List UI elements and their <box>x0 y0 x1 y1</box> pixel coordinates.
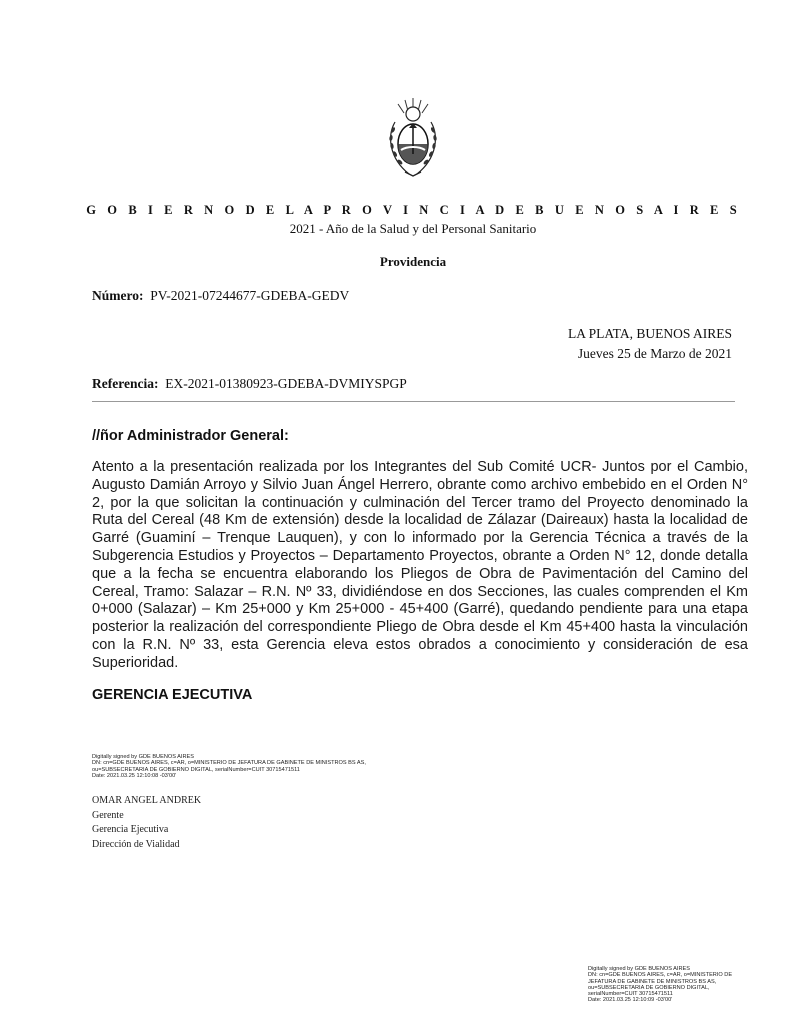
digsig-line: ou=SUBSECRETARIA DE GOBIERNO DIGITAL, serialNumber=CUIT 30715471511 <box>92 766 300 773</box>
salutation: //ñor Administrador General: <box>92 428 289 444</box>
place-date-block <box>568 324 732 364</box>
digsig-line: Date: 2021.03.25 12:10:09 -03'00' <box>588 997 673 1004</box>
signer-name: OMAR ANGEL ANDREK <box>92 795 202 806</box>
year-motto: 2021 - Año de la Salud y del Personal Sanitario <box>289 221 537 236</box>
digsig-line: JEFATURA DE GABINETE DE MINISTROS BS AS, <box>588 978 717 985</box>
reference-label: Referencia: <box>92 376 159 391</box>
digsig-line: serialNumber=CUIT 30715471511 <box>588 991 673 998</box>
digital-signature-footer <box>588 966 768 1004</box>
government-title: G O B I E R N O D E L A P R O V I N C I A D E B U E N O S A I R E S <box>86 203 740 217</box>
body-paragraph: Atento a la presentación realizada por los Integrantes del Sub Comité UCR- Juntos por el Cambio, Augusto Damián Arroyo y Silvio Juan Ángel Herrero, obrante como archivo embebido en el Orden N° 2, por la que solicitan la continuación y culminación del Tercer tramo del Proyecto denominado la Ruta del Cereal (48 Km de extensión) desde la localidad de Zálazar (Daireaux) hasta la localidad de Garré (Guaminí – Trenque Lauquen), y con lo informado por la Gerencia Técnica a través de la Subgerencia Estudios y Proyectos – Departamento Proyectos, obrante a Orden N° 12, donde detalla que a la fecha se encuentra elaborando los Pliegos de Obra de Pavimentación del Camino del Cereal, Tramo: Salazar – R.N. Nº 33, dividiéndose en dos Secciones, las cuales comprenden el Km 0+000 (Salazar) – Km 25+000 y Km 25+000 - 45+400 (Garré), quedando pendiente para una etapa posterior la realización del correspondiente Pliego de Obra desde el Km 45+400 hasta la vinculación con la R.N. Nº 33, esta Gerencia eleva estos obrados a conocimiento y consideración de esa Superioridad. <box>92 459 748 671</box>
signer-unit: Gerencia Ejecutiva <box>92 824 169 835</box>
document-number: PV-2021-07244677-GDEBA-GEDV <box>150 288 350 303</box>
digsig-line: ou=SUBSECRETARIA DE GOBIERNO DIGITAL, <box>588 984 710 991</box>
digsig-line: Digitally signed by GDE BUENOS AIRES <box>588 966 690 972</box>
digsig-line: Digitally signed by GDE BUENOS AIRES <box>92 754 194 760</box>
document-type: Providencia <box>379 254 447 269</box>
digsig-line: DN: cn=GDE BUENOS AIRES, c=AR, o=MINISTERIO DE <box>588 972 733 979</box>
closing-section: GERENCIA EJECUTIVA <box>92 687 253 703</box>
digsig-line: DN: cn=GDE BUENOS AIRES, c=AR, o=MINISTERIO DE JEFATURA DE GABINETE DE MINISTROS BS AS, <box>92 760 366 767</box>
signer-office: Dirección de Vialidad <box>92 838 180 850</box>
reference-line <box>92 376 407 392</box>
signer-title: Gerente <box>92 809 124 821</box>
signer-block <box>92 794 201 852</box>
date: Jueves 25 de Marzo de 2021 <box>577 346 732 361</box>
digsig-line: Date: 2021.03.25 12:10:08 -03'00' <box>92 772 177 779</box>
document-number-line <box>92 288 349 304</box>
coat-of-arms-icon <box>385 96 441 180</box>
reference-value: EX-2021-01380923-GDEBA-DVMIYSPGP <box>165 376 407 391</box>
divider <box>92 401 735 402</box>
digital-signature-block <box>92 754 422 779</box>
number-label: Número: <box>92 288 144 303</box>
place: LA PLATA, BUENOS AIRES <box>568 326 732 341</box>
